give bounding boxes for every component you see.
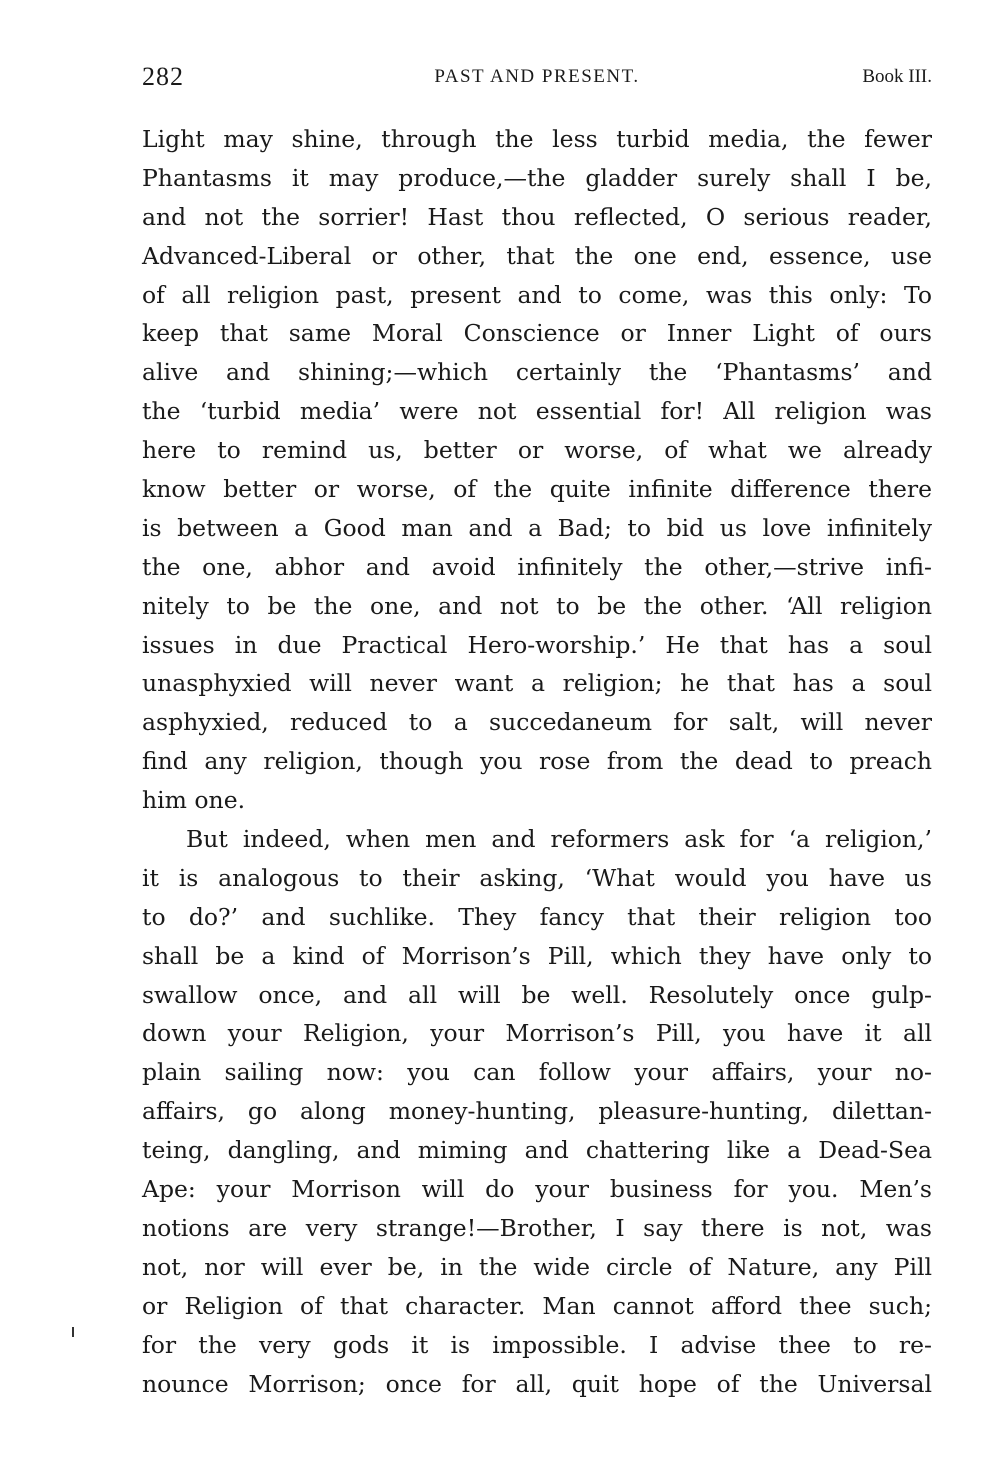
text-line: is between a Good man and a Bad; to bid us love infinitely [142, 513, 932, 542]
page-header [142, 62, 932, 102]
text-line: notions are very strange!—Brother, I say there is not, was [142, 1213, 932, 1242]
text-line: down your Religion, your Morrison’s Pill, you have it all [142, 1019, 932, 1048]
text-line: swallow once, and all will be well. Resolutely once gulp- [142, 980, 932, 1009]
page-number: 282 [142, 62, 184, 91]
text-line: Ape: your Morrison will do your business for you. Men’s [142, 1175, 932, 1204]
text-line: or Religion of that character. Man cannot afford thee such; [142, 1291, 932, 1320]
text-line: know better or worse, of the quite infinite difference there [142, 475, 932, 504]
text-line: to do?’ and suchlike. They fancy that their religion too [142, 902, 932, 931]
body-text [142, 120, 932, 1403]
text-line: teing, dangling, and miming and chattering like a Dead-Sea [142, 1136, 932, 1165]
paragraph-2 [142, 820, 932, 1403]
text-line: issues in due Practical Hero-worship.’ He that has a soul [142, 630, 932, 659]
text-line: it is analogous to their asking, ‘What would you have us [142, 863, 932, 892]
text-line: But indeed, when men and reformers ask for ‘a religion,’ [186, 825, 932, 854]
text-line: find any religion, though you rose from the dead to preach [142, 747, 932, 776]
text-line: of all religion past, present and to come, was this only: To [142, 280, 932, 309]
paragraph-1 [142, 120, 932, 820]
text-line: Advanced-Liberal or other, that the one end, essence, use [142, 241, 932, 270]
text-line: shall be a kind of Morrison’s Pill, which they have only to [142, 941, 932, 970]
text-line: the ‘turbid media’ were not essential for! All religion was [142, 397, 932, 426]
text-line: here to remind us, better or worse, of what we already [142, 436, 932, 465]
book-reference: Book III. [862, 66, 932, 87]
text-line: keep that same Moral Conscience or Inner Light of ours [142, 319, 932, 348]
running-title: PAST AND PRESENT. [434, 66, 640, 87]
text-line: Phantasms it may produce,—the gladder surely shall I be, [142, 163, 932, 192]
text-line: nounce Morrison; once for all, quit hope of the Universal [142, 1369, 932, 1398]
text-line: for the very gods it is impossible. I advise thee to re- [142, 1330, 932, 1359]
text-line: not, nor will ever be, in the wide circle of Nature, any Pill [142, 1252, 932, 1281]
text-line: plain sailing now: you can follow your affairs, your no- [142, 1058, 932, 1087]
text-line: asphyxied, reduced to a succedaneum for salt, will never [142, 708, 932, 737]
text-line: him one. [142, 786, 246, 815]
text-line: affairs, go along money-hunting, pleasure-hunting, dilettan- [142, 1097, 932, 1126]
text-line: unasphyxied will never want a religion; he that has a soul [142, 669, 932, 698]
margin-mark [72, 1327, 74, 1337]
text-line: nitely to be the one, and not to be the other. ‘All religion [142, 591, 932, 620]
text-line: the one, abhor and avoid infinitely the other,—strive infi- [142, 552, 932, 581]
text-line: alive and shining;—which certainly the ‘Phantasms’ and [142, 358, 932, 387]
text-line: and not the sorrier! Hast thou reflected, O serious reader, [142, 202, 932, 231]
text-line: Light may shine, through the less turbid media, the fewer [142, 125, 932, 153]
